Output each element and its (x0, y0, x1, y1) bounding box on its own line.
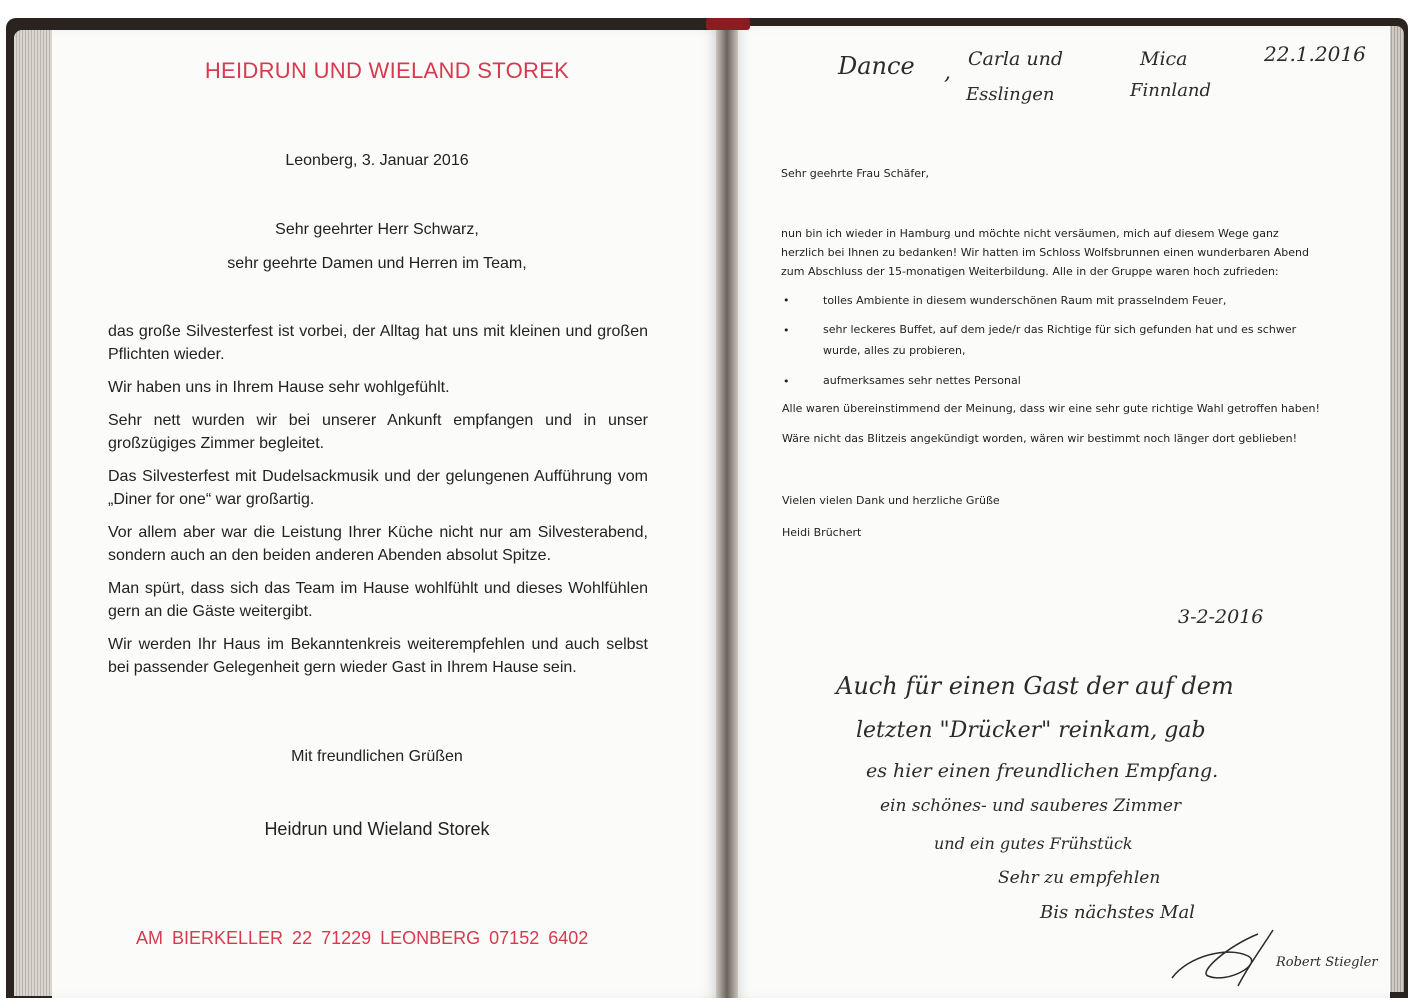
letter-line: Alle waren übereinstimmend der Meinung, dass wir eine sehr gute richtige Wahl getroffen haben! (782, 402, 1320, 415)
paragraph: Das Silvesterfest mit Dudelsackmusik und der gelungenen Aufführung vom „Diner for one“ war großartig. (108, 468, 648, 508)
handwritten-line: ein schönes- und sauberes Zimmer (880, 796, 1182, 816)
handwritten-country: Finnland (1130, 80, 1212, 101)
bullet-dot: • (783, 375, 790, 388)
bullet-dot: • (783, 294, 790, 307)
left-page-edges (14, 30, 56, 996)
handwritten-date-bottom: 3-2-2016 (1178, 606, 1264, 628)
paragraph: das große Silvesterfest ist vorbei, der Alltag hat uns mit kleinen und großen Pflichten wieder. (108, 323, 648, 363)
handwritten-name-dance: Dance (838, 52, 915, 80)
bullet-item: tolles Ambiente in diesem wunderschönen Raum mit prasselndem Feuer, (823, 294, 1227, 307)
handwritten-line: es hier einen freundlichen Empfang. (866, 760, 1219, 782)
letterhead: HEIDRUN UND WIELAND STOREK (204, 58, 570, 83)
handwritten-signature-graphic (1168, 926, 1388, 990)
paragraph: Wir haben uns in Ihrem Hause sehr wohlgefühlt. (108, 379, 450, 396)
handwritten-line: Auch für einen Gast der auf dem (836, 672, 1234, 700)
handwritten-city: Esslingen (966, 84, 1055, 105)
letter-signer: Heidi Brüchert (782, 526, 862, 539)
handwritten-names-carla: Carla und (968, 48, 1064, 70)
paragraph: Wir werden Ihr Haus im Bekanntenkreis weiterempfehlen und auch selbst bei passender Gelegenheit gern wieder Gast in Ihrem Hause sein. (108, 636, 648, 676)
bookmark-ribbon (706, 18, 750, 30)
paragraph: Man spürt, dass sich das Team im Hause wohlfühlt und dieses Wohlfühlen gern an die Gäste weitergibt. (108, 580, 648, 620)
letter-intro: nun bin ich wieder in Hamburg und möchte nicht versäumen, mich auf diesem Wege ganz herzlich bei Ihnen zu bedanken! Wir hatten im Schloss Wolfsbrunnen einen wunderbaren Abend zum Abschluss der 15-monatigen Weiterbildung. Alle in der Gruppe waren hoch zufrieden: (781, 227, 1309, 278)
paragraph: Sehr nett wurden wir bei unserer Ankunft empfangen und in unser großzügiges Zimmer begleitet. (108, 412, 648, 452)
bullet-dot: • (783, 324, 790, 337)
handwritten-line: Bis nächstes Mal (1040, 902, 1195, 923)
bullet-item: sehr leckeres Buffet, auf dem jede/r das Richtige für sich gefunden hat und es schwer wurde, alles zu probieren, (823, 323, 1297, 357)
handwritten-comma: , (944, 60, 951, 85)
signature-text: Robert Stiegler (1276, 955, 1378, 970)
salutation-line-1: Sehr geehrter Herr Schwarz, (275, 221, 479, 238)
letter-salutation: Sehr geehrte Frau Schäfer, (781, 167, 929, 180)
letter-closing: Vielen vielen Dank und herzliche Grüße (782, 494, 1000, 507)
handwritten-line: letzten "Drücker" reinkam, gab (856, 718, 1206, 743)
closing: Mit freundlichen Grüßen (291, 748, 463, 765)
bullet-item: aufmerksames sehr nettes Personal (823, 374, 1021, 387)
handwritten-line: und ein gutes Frühstück (934, 834, 1133, 853)
handwritten-date-top: 22.1.2016 (1264, 42, 1366, 66)
place-date: Leonberg, 3. Januar 2016 (285, 152, 469, 169)
handwritten-name-mica: Mica (1140, 48, 1188, 70)
paragraph: Vor allem aber war die Leistung Ihrer Küche nicht nur am Silvesterabend, sondern auch an den beiden anderen Abenden absolut Spitze. (108, 524, 648, 564)
handwritten-line: Sehr zu empfehlen (998, 868, 1161, 888)
book-spine (716, 22, 738, 998)
signature-name: Heidrun und Wieland Storek (264, 819, 490, 839)
letter-line: Wäre nicht das Blitzeis angekündigt worden, wären wir bestimmt noch länger dort geblieben! (782, 432, 1298, 445)
address-footer: AM BIERKELLER 22 71229 LEONBERG 07152 6402 (136, 928, 589, 948)
letter-body (108, 320, 648, 689)
salutation-line-2: sehr geehrte Damen und Herren im Team, (227, 255, 527, 272)
